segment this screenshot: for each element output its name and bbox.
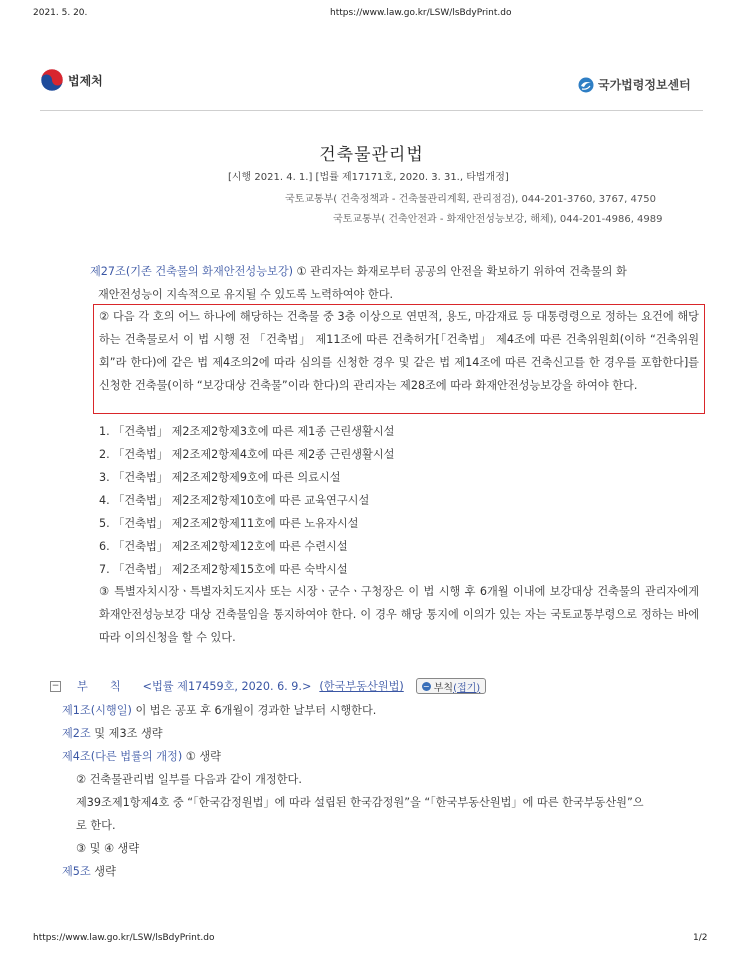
list-item: 1. 「건축법」 제2조제2항제3호에 따른 제1종 근린생활시설 <box>99 425 395 438</box>
supp-article-4-p4: ③ 및 ④ 생략 <box>76 842 140 855</box>
supp-article-4-p3-line2: 로 한다. <box>76 819 116 832</box>
print-date: 2021. 5. 20. <box>33 8 88 18</box>
list-item: 6. 「건축법」 제2조제2항제12호에 따른 수련시설 <box>99 540 348 553</box>
supp-article-1-text: 이 법은 공포 후 6개월이 경과한 날부터 시행한다. <box>131 704 377 717</box>
print-url: https://www.law.go.kr/LSW/lsBdyPrint.do <box>330 8 512 18</box>
supp-article-4-text: ① 생략 <box>182 750 221 763</box>
supp-article-4-p2: ② 건축물관리법 일부를 다음과 같이 개정한다. <box>76 773 302 786</box>
supp-article-4-heading[interactable]: 제4조(다른 법률의 개정) <box>62 750 183 763</box>
list-item: 5. 「건축법」 제2조제2항제11호에 따른 노유자시설 <box>99 517 359 530</box>
minus-circle-icon: − <box>422 681 430 691</box>
list-item: 4. 「건축법」 제2조제2항제10호에 따른 교육연구시설 <box>99 494 370 507</box>
law-meta: [시행 2021. 4. 1.] [법률 제17171호, 2020. 3. 31., 타법개정] <box>228 172 509 183</box>
supplementary-law-ref: <법률 제17459호, 2020. 6. 9.> <box>142 680 312 693</box>
supplementary-button-label: 부칙 <box>433 682 454 694</box>
page-number: 1/2 <box>693 933 708 943</box>
supp-article-2 <box>62 722 702 745</box>
article-27 <box>90 260 700 306</box>
fold-link[interactable]: (접기) <box>453 682 481 694</box>
supplementary-header <box>50 678 486 694</box>
supplementary-title-2: 칙 <box>109 680 121 693</box>
supplementary-body <box>62 699 702 883</box>
header-divider <box>40 110 703 111</box>
supplementary-fold-button[interactable] <box>416 678 486 694</box>
article-27-p1-line2: 재안전성능이 지속적으로 유지될 수 있도록 노력하여야 한다. <box>98 288 394 301</box>
collapse-toggle[interactable]: − <box>51 680 60 691</box>
article-27-line1 <box>90 260 700 283</box>
law-info-center-label: 국가법령정보센터 <box>598 78 691 92</box>
supp-article-1 <box>62 699 702 722</box>
supplementary-title-1: 부 <box>77 680 88 693</box>
supp-article-5 <box>62 860 702 883</box>
supp-article-5-heading[interactable]: 제5조 <box>62 865 91 878</box>
moleg-logo-label: 법제처 <box>68 73 103 88</box>
ministry-contact-1: 국토교통부( 건축정책과 - 건축물관리계획, 관리점검), 044-201-3760, 3767, 4750 <box>285 194 656 205</box>
supp-article-5-text: 생략 <box>90 865 116 878</box>
article-27-paragraph-2: ② 다음 각 호의 어느 하나에 해당하는 건축물 중 3층 이상으로 연면적, 용도, 마감재료 등 대통령령으로 정하는 요건에 해당하는 건축물로서 이 법 시행 전 「건축법」 제11조에 따른 건축허가[「건축법」 제4조에 따른 건축위원회(이하 “건축위원회”라 한다)에 같은 법 제4조의2에 따라 심의를 신청한 경우 및 같은 법 제14조에 따른 건축신고를 한 경우를 포함한다]를 신청한 건축물(이하 “보강대상 건축물”이라 한다)의 관리자는 제28조에 따라 화재안전성능보강을 하여야 한다. <box>99 310 699 392</box>
related-law-link[interactable]: (한국부동산원법) <box>319 680 404 693</box>
article-27-items <box>99 420 699 581</box>
ministry-contact-2: 국토교통부( 건축안전과 - 화재안전성능보강, 해체), 044-201-4986, 4989 <box>333 214 663 225</box>
list-item: 7. 「건축법」 제2조제2항제15호에 따른 숙박시설 <box>99 563 348 576</box>
law-info-center-logo[interactable] <box>578 76 691 93</box>
swirl-icon <box>578 77 594 93</box>
supp-article-1-heading[interactable]: 제1조(시행일) <box>62 704 132 717</box>
moleg-logo[interactable] <box>40 68 103 92</box>
footer-url: https://www.law.go.kr/LSW/lsBdyPrint.do <box>33 933 215 943</box>
supp-article-4 <box>62 745 702 768</box>
taegeuk-icon <box>40 68 64 92</box>
list-item: 2. 「건축법」 제2조제2항제4호에 따른 제2종 근린생활시설 <box>99 448 395 461</box>
article-27-paragraph-3: ③ 특별자치시장ㆍ특별자치도지사 또는 시장ㆍ군수ㆍ구청장은 이 법 시행 후 6개월 이내에 보강대상 건축물의 관리자에게 화재안전성능보강 대상 건축물임을 통지하여야 한다. 이 경우 해당 통지에 이의가 있는 자는 국토교통부령으로 정하는 바에 따라 이의신청을 할 수 있다. <box>99 585 699 644</box>
supp-article-2-text: 및 제3조 생략 <box>90 727 163 740</box>
supp-article-4-p3-line1: 제39조제1항제4호 중 “「한국감정원법」에 따라 설립된 한국감정원”을 “「한국부동산원법」에 따른 한국부동산원”으 <box>76 796 644 809</box>
article-27-heading[interactable]: 제27조(기존 건축물의 화재안전성능보강) <box>90 265 293 278</box>
supp-article-2-heading[interactable]: 제2조 <box>62 727 91 740</box>
law-title: 건축물관리법 <box>319 145 424 165</box>
article-27-p1-line1: ① 관리자는 화재로부터 공공의 안전을 확보하기 위하여 건축물의 화 <box>293 265 627 278</box>
list-item: 3. 「건축법」 제2조제2항제9호에 따른 의료시설 <box>99 471 341 484</box>
